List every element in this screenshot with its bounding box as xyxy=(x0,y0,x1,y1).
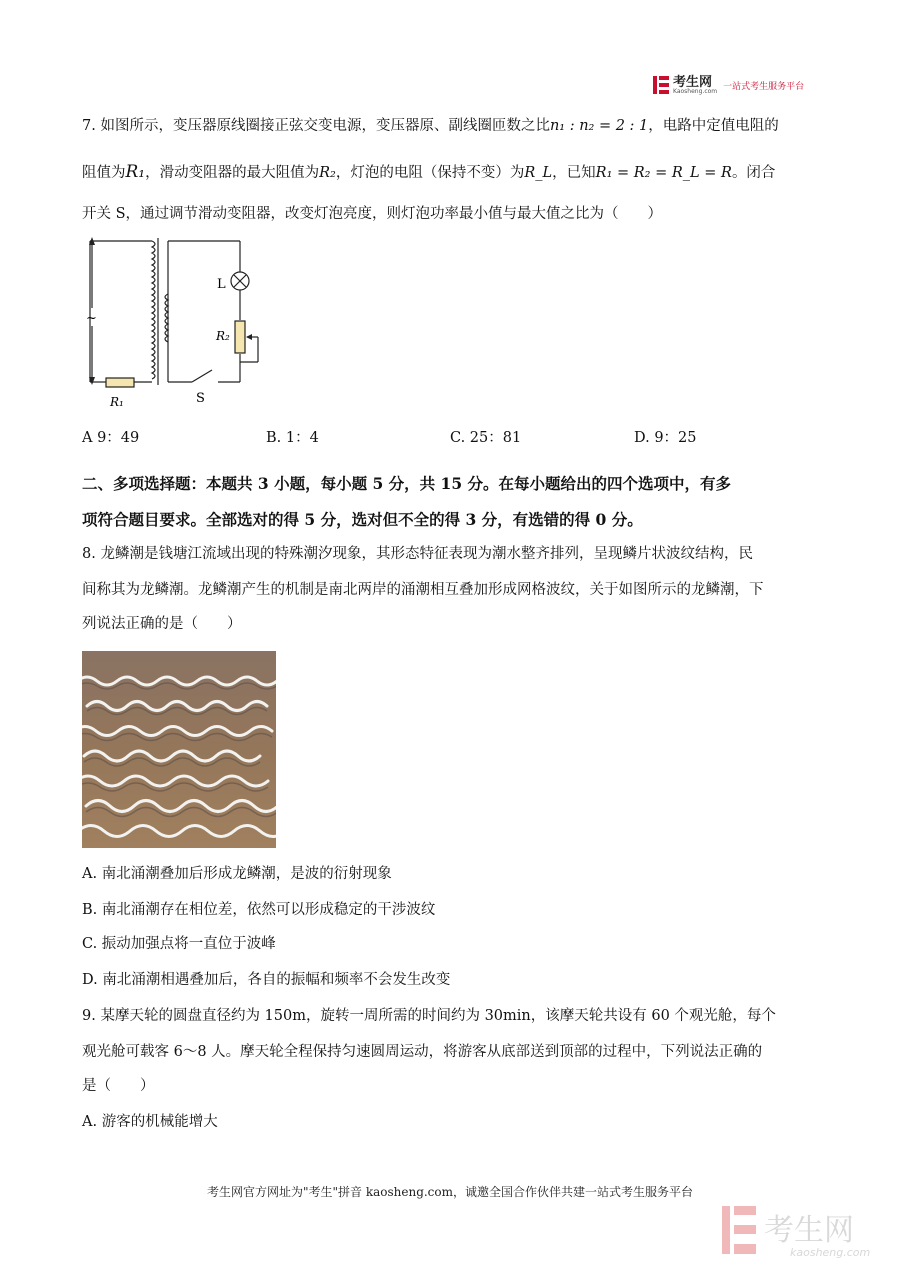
resistor-label: R₁ xyxy=(110,395,124,409)
q8-line1: 8. 龙鳞潮是钱塘江流域出现的特殊潮汐现象，其形态特征表现为潮水整齐排列，呈现鳞片状波纹结构，民 xyxy=(82,546,753,562)
q8-line2: 间称其为龙鳞潮。龙鳞潮产生的机制是南北两岸的涌潮相互叠加形成网格波纹，关于如图所示的龙鳞潮，下 xyxy=(82,582,764,598)
page-footer: 考生网官方网址为"考生"拼音 kaosheng.com，诚邀全国合作伙伴共建一站式考生服务平台 xyxy=(206,1185,694,1199)
q8-option-c: C. 振动加强点将一直位于波峰 xyxy=(82,936,276,952)
q8-option-d: D. 南北涌潮相遇叠加后，各自的振幅和频率不会发生改变 xyxy=(82,972,451,988)
q9-option-a: A. 游客的机械能增大 xyxy=(82,1114,218,1130)
q9-line1: 9. 某摩天轮的圆盘直径约为 150m，旋转一周所需的时间约为 30min，该摩天轮共设有 60 个观光舱，每个 xyxy=(82,1008,776,1024)
ac-source-label: ~ xyxy=(86,311,97,326)
q7-line2: 阻值为R₁，滑动变阻器的最大阻值为R₂，灯泡的电阻（保持不变）为R_L，已知R₁ = R₂ = R_L = R。闭合 xyxy=(82,162,776,182)
section2-heading-line1: 二、多项选择题：本题共 3 小题，每小题 5 分，共 15 分。在每小题给出的四个选项中，有多 xyxy=(82,474,732,493)
header-logo xyxy=(652,73,847,97)
q7-line1: 7. 如图所示，变压器原线圈接正弦交变电源，变压器原、副线圈匝数之比n₁ : n₂ = 2 : 1，电路中定值电阻的 xyxy=(82,118,779,134)
logo-name: 考生网 xyxy=(673,74,713,90)
transformer-circuit-diagram xyxy=(78,232,278,414)
header-slogan: 一站式考生服务平台 xyxy=(723,81,805,92)
q7-option-b: B. 1：4 xyxy=(266,430,319,446)
kaosheng-watermark xyxy=(718,1200,888,1260)
q8-option-b: B. 南北涌潮存在相位差，依然可以形成稳定的干涉波纹 xyxy=(82,902,436,918)
q8-option-a: A. 南北涌潮叠加后形成龙鳞潮，是波的衍射现象 xyxy=(82,866,392,882)
watermark-cn: 考生网 xyxy=(764,1213,854,1248)
q7-option-c: C. 25：81 xyxy=(450,430,522,446)
q9-line3: 是（ ） xyxy=(82,1078,155,1094)
watermark-en: kaosheng.com xyxy=(790,1246,871,1259)
q7-turns-ratio: n₁ : n₂ = 2 : 1 xyxy=(549,118,649,134)
dragon-scale-tide-photo xyxy=(82,651,276,848)
q9-line2: 观光舱可载客 6～8 人。摩天轮全程保持匀速圆周运动，将游客从底部送到顶部的过程中，下列说法正确的 xyxy=(82,1044,763,1060)
q7-line3: 开关 S，通过调节滑动变阻器，改变灯泡亮度，则灯泡功率最小值与最大值之比为（ ） xyxy=(82,206,663,222)
lamp-label: L xyxy=(217,277,226,292)
switch-label: S xyxy=(196,391,205,406)
q7-option-a: A 9：49 xyxy=(82,430,140,446)
logo-domain: Kaosheng.com xyxy=(673,87,718,95)
rheostat-label: R₂ xyxy=(216,329,230,343)
section2-heading-line2: 项符合题目要求。全部选对的得 5 分，选对但不全的得 3 分，有选错的得 0 分。 xyxy=(82,510,643,529)
q8-line3: 列说法正确的是（ ） xyxy=(82,616,242,632)
q7-option-d: D. 9：25 xyxy=(634,430,697,446)
kaosheng-logo-icon xyxy=(652,75,670,95)
